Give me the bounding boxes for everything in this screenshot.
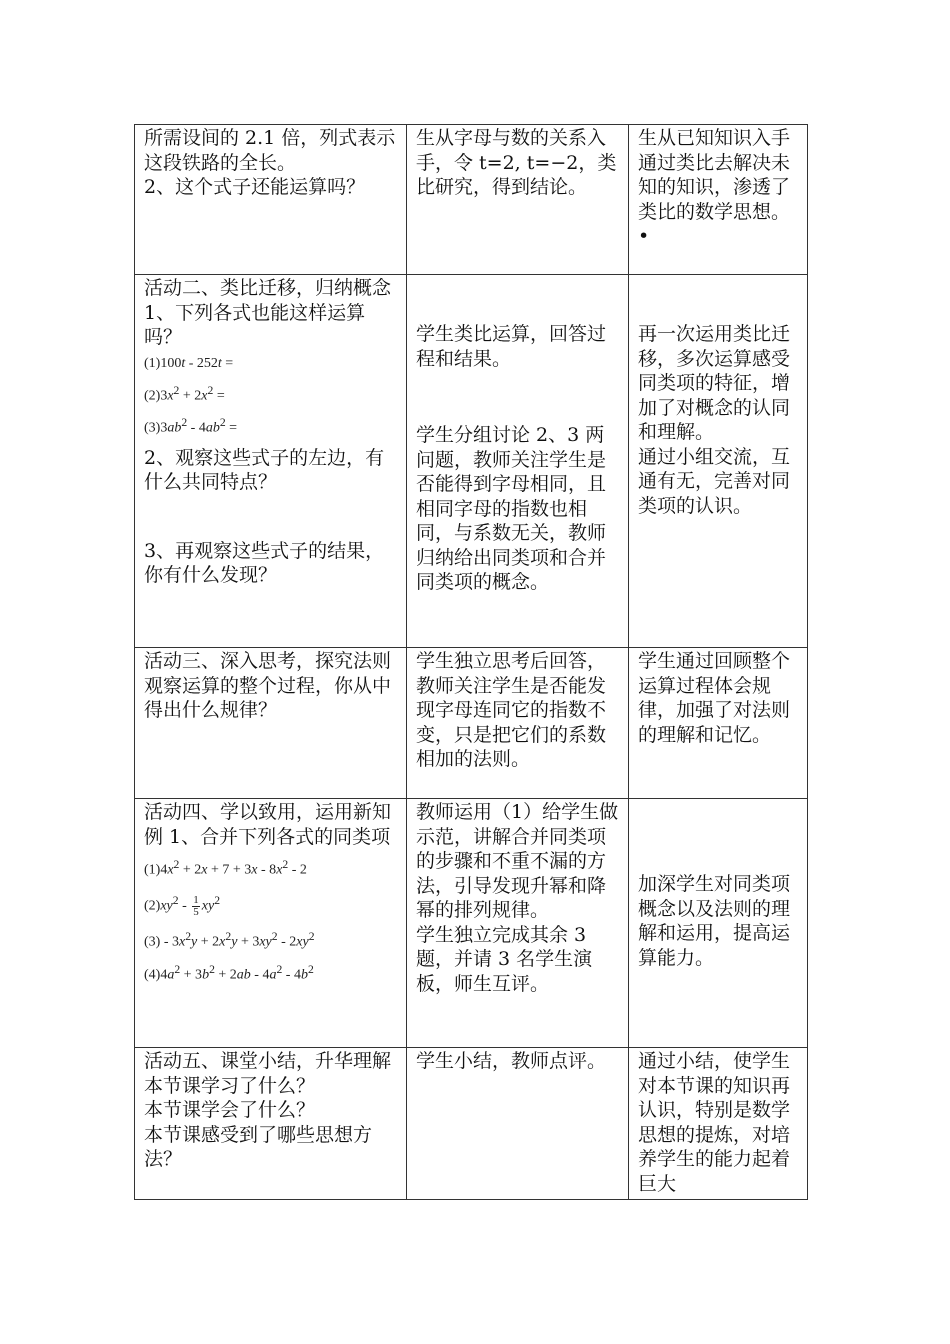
design-intent-cell	[629, 1048, 808, 1200]
cell-text: 本节课学习了什么？	[144, 1074, 316, 1097]
cell-text: 通过小结，使学生对本节课的知识再认识，特别是数学思想的提炼，对培养学生的能力起着巨大	[638, 1050, 791, 1195]
cell-text: 活动四、学以致用，运用新知	[144, 801, 392, 823]
fraction: $\frac{1}{5}$	[193, 893, 199, 918]
table-row	[135, 648, 808, 799]
table-row	[135, 1048, 808, 1200]
table-row	[135, 799, 808, 1048]
formula: $(1)4x^2 + 2x + 7 + 3x - 8x^2 - 2$	[144, 858, 307, 878]
cell-text: 1、下列各式也能这样运算吗？	[144, 301, 366, 348]
formula: (1)100t - 252t =	[144, 355, 234, 371]
cell-text: 所需设间的 2.1 倍，列式表示这段铁路的全长。	[144, 127, 396, 174]
formula: $(4)4a^2 + 3b^2 + 2ab - 4a^2 - 4b^2$	[144, 962, 314, 983]
cell-text: 学生类比运算，回答过程和结果。	[416, 323, 607, 370]
student-activity-cell	[407, 799, 629, 1048]
cell-text: 例 1、合并下列各式的同类项	[144, 825, 391, 848]
student-activity-cell	[407, 648, 629, 799]
cell-text: 教师运用（1）给学生做示范，讲解合并同类项的步骤和不重不漏的方法，引导发现升幂和降幂的排列规律。	[416, 801, 619, 921]
cell-text: 学生小结，教师点评。	[416, 1050, 607, 1072]
formula: $(3) - 3x^2y + 2x^2y + 3xy^2 - 2xy^2$	[144, 930, 315, 950]
lesson-table	[134, 124, 808, 1200]
activity-cell	[135, 648, 407, 799]
cell-text: 本节课感受到了哪些思想方法？	[144, 1123, 373, 1170]
cell-text: 本节课学会了什么？	[144, 1099, 316, 1121]
cell-text: 生从已知知识入手通过类比去解决未知的知识，渗透了类比的数学思想。•	[638, 127, 791, 247]
cell-text: 观察运算的整个过程，你从中得出什么规律？	[144, 674, 392, 721]
cell-text: 学生分组讨论 2、3 两问题，教师关注学生是否能得到字母相同，且相同字母的指数也相同，与系数无关，教师归纳给出同类项和合并同类项的概念。	[416, 424, 607, 593]
table-row	[135, 125, 808, 275]
formula: $(2)3x^2 + 2x^2$ =	[144, 383, 225, 404]
cell-text: 通过小组交流，互通有无，完善对同类项的认识。	[638, 445, 791, 517]
cell-text: 学生独立完成其余 3 题，并请 3 名学生演板，师生互评。	[416, 923, 593, 995]
cell-text: 学生独立思考后回答，教师关注学生是否能发现字母连同它的指数不变，只是把它们的系数相加的法则。	[416, 650, 607, 770]
cell-text: 再一次运用类比迁移，多次运算感受同类项的特征，增加了对概念的认同和理解。	[638, 323, 791, 443]
design-intent-cell	[629, 648, 808, 799]
activity-cell	[135, 275, 407, 648]
formula: $(2)xy^2$ - $\frac{1}{5}$ $xy^2$	[144, 893, 221, 918]
activity-cell	[135, 799, 407, 1048]
activity-cell	[135, 1048, 407, 1200]
cell-text: 活动二、类比迁移，归纳概念	[144, 277, 392, 299]
student-activity-cell	[407, 1048, 629, 1200]
cell-text: 学生通过回顾整个运算过程体会规律，加强了对法则的理解和记忆。	[638, 650, 791, 746]
formula: $(3)3ab^2 - 4ab^2$ =	[144, 416, 238, 436]
activity-cell	[135, 125, 407, 275]
cell-text: 生从字母与数的关系入手，令 t=2, t=−2，类比研究，得到结论。	[416, 127, 617, 198]
design-intent-cell	[629, 799, 808, 1048]
student-activity-cell	[407, 275, 629, 648]
cell-text: 加深学生对同类项概念以及法则的理解和运用，提高运算能力。	[638, 873, 791, 969]
cell-text: 2、这个式子还能运算吗？	[144, 176, 366, 198]
cell-text: 2、观察这些式子的左边，有什么共同特点？	[144, 446, 385, 494]
design-intent-cell	[629, 275, 808, 648]
cell-text: 活动三、深入思考，探究法则	[144, 650, 392, 672]
table-row	[135, 275, 808, 648]
cell-text: 活动五、课堂小结，升华理解	[144, 1050, 392, 1072]
cell-text: 3、再观察这些式子的结果，你有什么发现？	[144, 539, 385, 587]
design-intent-cell	[629, 125, 808, 275]
student-activity-cell	[407, 125, 629, 275]
